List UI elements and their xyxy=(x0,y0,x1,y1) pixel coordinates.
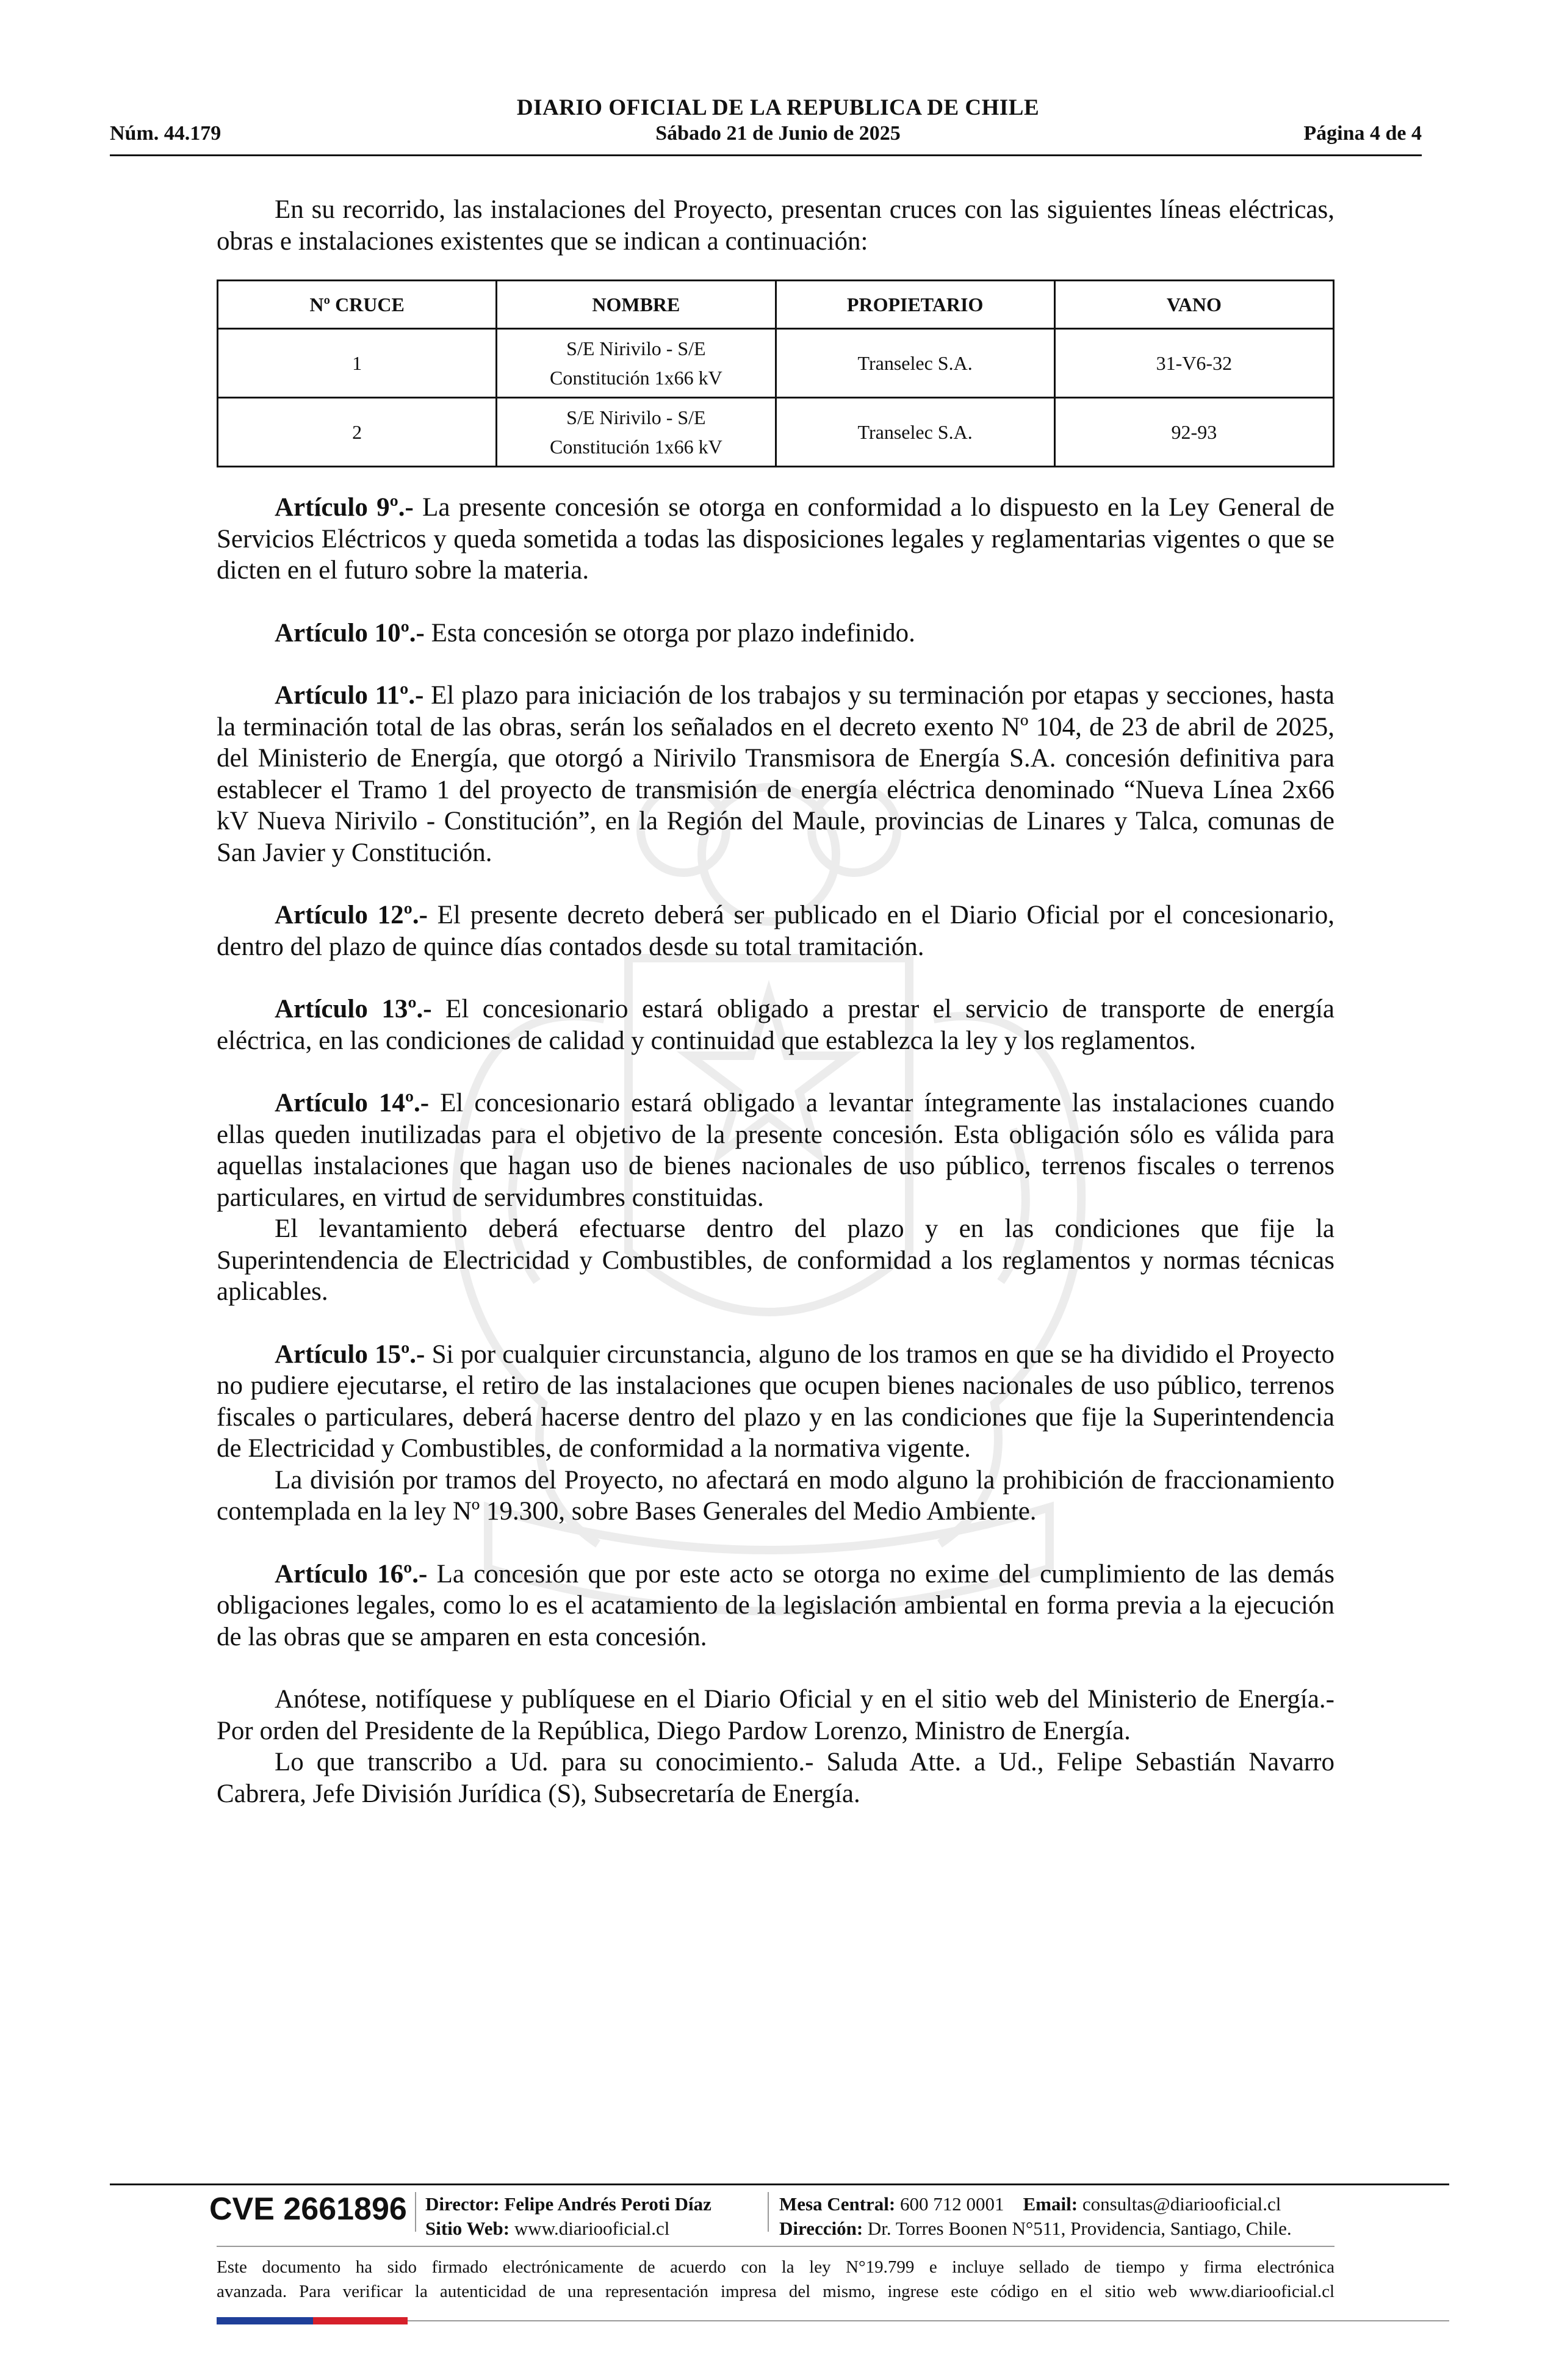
crossings-table xyxy=(217,279,1334,467)
article-14-paragraph-2: El levantamiento deberá efectuarse dentro del plazo y en las condiciones que fije la Superintendencia de Electricidad y Combustibles, de conformidad a los reglamentos y normas técnicas aplicables. xyxy=(217,1214,1334,1306)
article-13 xyxy=(217,993,1334,1056)
article-label: Artículo 9º.- xyxy=(275,493,414,522)
nombre-line: Constitución 1x66 kV xyxy=(550,436,722,458)
article-15-paragraph-2: La división por tramos del Proyecto, no afectará en modo alguno la prohibición de fraccionamiento contemplada en la ley Nº 19.300, sobre Bases Generales del Medio Ambiente. xyxy=(217,1465,1334,1526)
table-header-row xyxy=(218,281,1334,329)
table-row xyxy=(218,329,1334,398)
article-text: Esta concesión se otorga por plazo indefinido. xyxy=(424,618,915,647)
article-15 xyxy=(217,1339,1334,1465)
email-label: Email: xyxy=(1023,2193,1078,2215)
article-14 xyxy=(217,1087,1334,1213)
column-header: Nº CRUCE xyxy=(218,281,497,329)
article-text: Si por cualquier circunstancia, alguno de los tramos en que se ha dividido el Proyecto no pudiere ejecutarse, el retiro de las instalaciones que ocupen bienes nacionales de uso público, terrenos fiscales o particulares, deberá hacerse dentro del plazo y en las condiciones que fije la Superintendencia de Electricidad y Combustibles, de conformidad a la normativa vigente. xyxy=(217,1340,1334,1463)
director-name: Director: Felipe Andrés Peroti Díaz xyxy=(425,2193,711,2215)
footer-director-block xyxy=(425,2192,711,2241)
issue-number: Núm. 44.179 xyxy=(110,122,222,145)
mesa-phone: 600 712 0001 xyxy=(895,2193,1004,2215)
cve-code: CVE 2661896 xyxy=(209,2191,407,2227)
email-link[interactable]: consultas@diariooficial.cl xyxy=(1078,2193,1281,2215)
address-value: Dr. Torres Boonen N°511, Providencia, Santiago, Chile. xyxy=(863,2218,1292,2239)
web-link[interactable]: www.diariooficial.cl xyxy=(510,2218,670,2239)
footer-separator xyxy=(768,2192,769,2232)
column-header: NOMBRE xyxy=(497,281,776,329)
column-header: VANO xyxy=(1054,281,1333,329)
footer-separator xyxy=(415,2192,416,2232)
issue-date: Sábado 21 de Junio de 2025 xyxy=(655,122,901,145)
closing-paragraph-1: Anótese, notifíquese y publíquese en el Diario Oficial y en el sitio web del Ministerio de Energía.- Por orden del Presidente de la República, Diego Pardow Lorenzo, Ministro de Energía. xyxy=(217,1685,1334,1745)
page-indicator: Página 4 de 4 xyxy=(1303,122,1422,145)
nombre-line: S/E Nirivilo - S/E xyxy=(566,406,706,428)
legal-notice-line-2: avanzada. Para verificar la autenticidad de una representación impresa del mismo, ingrese este código en el sitio web www.diariooficial.cl xyxy=(217,2282,1334,2301)
flag-stripe-blue xyxy=(217,2317,313,2324)
article-12 xyxy=(217,900,1334,962)
cell-nombre xyxy=(497,398,776,467)
article-text: El presente decreto deberá ser publicado en el Diario Oficial por el concesionario, dentro del plazo de quince días contados desde su total tramitación. xyxy=(217,901,1334,961)
newspaper-title: DIARIO OFICIAL DE LA REPUBLICA DE CHILE xyxy=(516,95,1040,120)
article-text: El concesionario estará obligado a prestar el servicio de transporte de energía eléctrica, en las condiciones de calidad y continuidad que establezca la ley y los reglamentos. xyxy=(217,995,1334,1055)
cell-cruce: 2 xyxy=(218,398,497,467)
article-label: Artículo 12º.- xyxy=(275,901,428,929)
intro-paragraph: En su recorrido, las instalaciones del Proyecto, presentan cruces con las siguientes líneas eléctricas, obras e instalaciones existentes que se indican a continuación: xyxy=(217,195,1334,256)
web-label: Sitio Web: xyxy=(425,2218,510,2239)
closing-paragraph-2: Lo que transcribo a Ud. para su conocimiento.- Saluda Atte. a Ud., Felipe Sebastián Navarro Cabrera, Jefe División Jurídica (S), Subsecretaría de Energía. xyxy=(217,1748,1334,1808)
document-body xyxy=(217,194,1334,1809)
article-label: Artículo 14º.- xyxy=(275,1089,430,1117)
cell-propietario: Transelec S.A. xyxy=(776,329,1054,398)
article-11 xyxy=(217,680,1334,868)
address-label: Dirección: xyxy=(779,2218,863,2239)
article-text: La presente concesión se otorga en conformidad a lo dispuesto en la Ley General de Servicios Eléctricos y queda sometida a todas las disposiciones legales y reglamentarias vigentes o que se dicten en el futuro sobre la materia. xyxy=(217,493,1334,585)
cell-propietario: Transelec S.A. xyxy=(776,398,1054,467)
article-16 xyxy=(217,1559,1334,1653)
article-label: Artículo 16º.- xyxy=(275,1559,428,1588)
article-text: La concesión que por este acto se otorga no exime del cumplimiento de las demás obligaciones legales, como lo es el acatamiento de la legislación ambiental en forma previa a la ejecución de las obras que se amparen en esta concesión. xyxy=(217,1559,1334,1651)
article-label: Artículo 13º.- xyxy=(275,995,432,1023)
column-header: PROPIETARIO xyxy=(776,281,1054,329)
article-label: Artículo 11º.- xyxy=(275,681,424,710)
cell-vano: 92-93 xyxy=(1054,398,1333,467)
article-label: Artículo 15º.- xyxy=(275,1340,425,1369)
article-text: El concesionario estará obligado a levantar íntegramente las instalaciones cuando ellas queden inutilizadas para el objetivo de la presente concesión. Esta obligación sólo es válida para aquellas instalaciones que hagan uso de bienes nacionales de uso público, terrenos fiscales o terrenos particulares, en virtud de servidumbres constituidas. xyxy=(217,1089,1334,1212)
article-10 xyxy=(217,618,1334,649)
article-text: El plazo para iniciación de los trabajos y su terminación por etapas y secciones, hasta la terminación total de las obras, serán los señalados en el decreto exento Nº 104, de 23 de abril de 2025, del Ministerio de Energía, que otorgó a Nirivilo Transmisora de Energía S.A. concesión definitiva para establecer el Tramo 1 del proyecto de transmisión de energía eléctrica denominado “Nueva Línea 2x66 kV Nueva Nirivilo - Constitución”, en la Región del Maule, provincias de Linares y Talca, comunas de San Javier y Constitución. xyxy=(217,681,1334,867)
footer-contact-block xyxy=(779,2192,1292,2241)
flag-stripe-red xyxy=(313,2317,408,2324)
table-row xyxy=(218,398,1334,467)
footer-bottom-divider xyxy=(408,2320,1449,2321)
article-9 xyxy=(217,492,1334,586)
mesa-label: Mesa Central: xyxy=(779,2193,896,2215)
cell-nombre xyxy=(497,329,776,398)
nombre-line: Constitución 1x66 kV xyxy=(550,367,722,389)
header-divider xyxy=(110,154,1422,156)
legal-notice-line-1: Este documento ha sido firmado electrónicamente de acuerdo con la ley N°19.799 e incluye sellado de tiempo y firma electrónica xyxy=(217,2257,1334,2277)
nombre-line: S/E Nirivilo - S/E xyxy=(566,337,706,359)
footer-divider xyxy=(110,2183,1449,2185)
article-label: Artículo 10º.- xyxy=(275,618,425,647)
cell-vano: 31-V6-32 xyxy=(1054,329,1333,398)
cell-cruce: 1 xyxy=(218,329,497,398)
footer-inner-divider xyxy=(217,2246,1334,2247)
